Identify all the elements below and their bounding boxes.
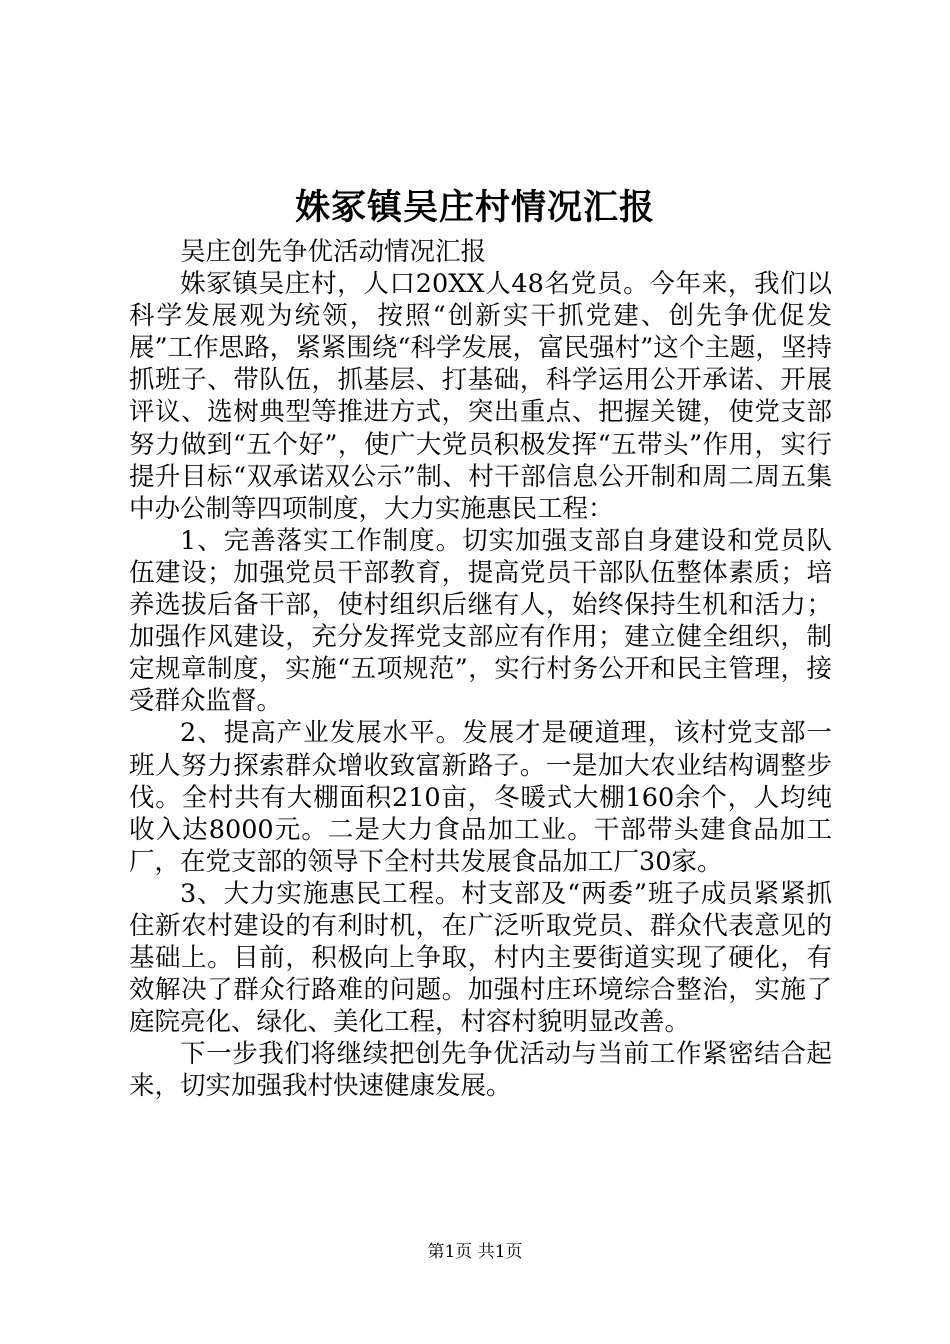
paragraph-subtitle: 吴庄创先争优活动情况汇报	[180, 237, 487, 267]
paragraph-conclusion: 下一步我们将继续把创先争优活动与当前工作紧密结合起来，切实加强我村快速健康发展。	[129, 1039, 832, 1102]
document-body	[129, 236, 832, 1103]
paragraph-item-2: 2、提高产业发展水平。发展才是硬道理，该村党支部一班人努力探索群众增收致富新路子。一是加大农业结构调整步伐。全村共有大棚面积210亩，冬暖式大棚160余个，人均纯收入达8000元。二是大力食品加工业。干部带头建食品加工厂，在党支部的领导下全村共发展食品加工厂30家。	[129, 718, 832, 877]
paragraph-item-1: 1、完善落实工作制度。切实加强支部自身建设和党员队伍建设；加强党员干部教育，提高党员干部队伍整体素质；培养选拔后备干部，使村组织后继有人，始终保持生机和活力；加强作风建设，充分发挥党支部应有作用；建立健全组织，制定规章制度，实施“五项规范”，实行村务公开和民主管理，接受群众监督。	[129, 525, 832, 717]
document-title: 姝冢镇吴庄村情况汇报	[294, 187, 655, 228]
paragraph-intro: 姝冢镇吴庄村，人口20XX人48名党员。今年来，我们以科学发展观为统领，按照“创新实干抓党建、创先争优促发展”工作思路，紧紧围绕“科学发展，富民强村”这个主题，坚持抓班子、带队伍，抓基层、打基础，科学运用公开承诺、开展评议、选树典型等推进方式，突出重点、把握关键，使党支部努力做到“五个好”，使广大党员积极发挥“五带头”作用，实行提升目标“双承诺双公示”制、村干部信息公开制和周二周五集中办公制等四项制度，大力实施惠民工程：	[129, 269, 832, 524]
page-number-footer: 第1页 共1页	[427, 1242, 523, 1262]
paragraph-item-3: 3、大力实施惠民工程。村支部及“两委”班子成员紧紧抓住新农村建设的有利时机，在广泛听取党员、群众代表意见的基础上。目前，积极向上争取，村内主要街道实现了硬化，有效解决了群众行路难的问题。加强村庄环境综合整治，实施了庭院亮化、绿化、美化工程，村容村貌明显改善。	[129, 878, 832, 1038]
